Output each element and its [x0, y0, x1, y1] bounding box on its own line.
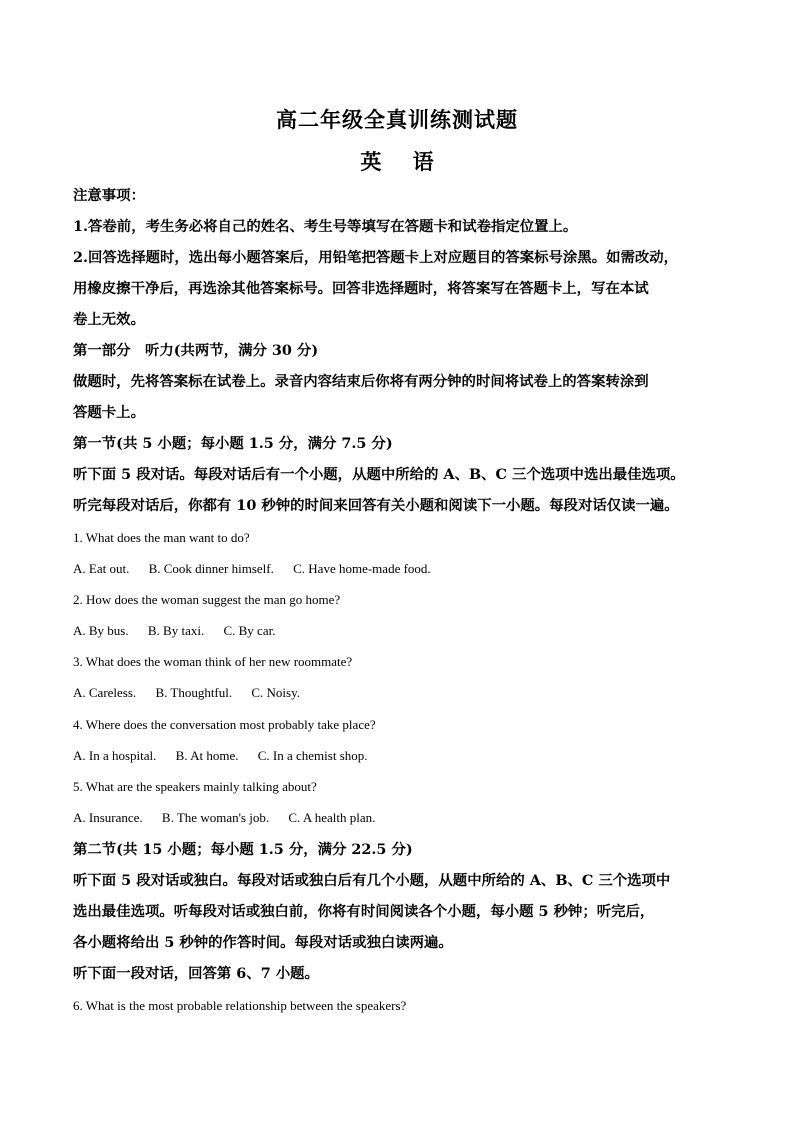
section2-intro-line-2: 选出最佳选项。听每段对话或独白前，你将有时间阅读各个小题，每小题 5 秒钟；听完后，: [73, 903, 655, 920]
option-c: C. Have home-made food.: [293, 561, 431, 576]
question-1-options: [73, 560, 729, 578]
option-a: A. In a hospital.: [73, 748, 157, 763]
question-5-options: [73, 809, 729, 827]
question-6: 6. What is the most probable relationship between the speakers?: [73, 998, 407, 1013]
section2-intro-line-1: 听下面 5 段对话或独白。每段对话或独白后有几个小题，从题中所给的 A、B、C 三个选项中: [73, 872, 671, 889]
notice-item-1: 1.答卷前，考生务必将自己的姓名、考生号等填写在答题卡和试卷指定位置上。: [73, 218, 578, 235]
section1-intro-line-1: 听下面 5 段对话。每段对话后有一个小题，从题中所给的 A、B、C 三个选项中选出最佳选项。: [73, 466, 685, 483]
question-4: 4. Where does the conversation most probably take place?: [73, 717, 376, 732]
section2-intro-line-3: 各小题将给出 5 秒钟的作答时间。每段对话或独白读两遍。: [73, 934, 453, 951]
option-c: C. By car.: [223, 623, 276, 638]
part1-intro-line-1: 做题时，先将答案标在试卷上。录音内容结束后你将有两分钟的时间将试卷上的答案转涂到: [73, 373, 649, 390]
section2-heading: 第二节(共 15 小题；每小题 1.5 分，满分 22.5 分): [73, 841, 413, 858]
option-c: C. A health plan.: [288, 810, 376, 825]
section1-intro-line-2: 听完每段对话后，你都有 10 秒钟的时间来回答有关小题和阅读下一小题。每段对话仅读一遍。: [73, 497, 679, 514]
question-1: 1. What does the man want to do?: [73, 530, 250, 545]
part1-intro-line-2: 答题卡上。: [73, 404, 145, 421]
option-a: A. Careless.: [73, 685, 137, 700]
section2-group-intro: 听下面一段对话，回答第 6、7 小题。: [73, 965, 319, 982]
exam-title: 高二年级全真训练测试题: [276, 107, 518, 132]
question-4-options: [73, 747, 729, 765]
notice-heading: 注意事项：: [73, 187, 145, 204]
option-a: A. Insurance.: [73, 810, 143, 825]
notice-item-2-line-1: 2.回答选择题时，选出每小题答案后，用铅笔把答题卡上对应题目的答案标号涂黑。如需改动，: [73, 249, 679, 266]
option-b: B. Thoughtful.: [155, 685, 233, 700]
part1-heading: 第一部分 听力(共两节，满分 30 分): [73, 342, 319, 359]
question-2-options: [73, 622, 729, 640]
option-c: C. In a chemist shop.: [257, 748, 368, 763]
section1-heading: 第一节(共 5 小题；每小题 1.5 分，满分 7.5 分): [73, 435, 393, 452]
question-5: 5. What are the speakers mainly talking about?: [73, 779, 317, 794]
question-2: 2. How does the woman suggest the man go home?: [73, 592, 341, 607]
question-3-options: [73, 684, 729, 702]
notice-item-2-line-2: 用橡皮擦干净后，再选涂其他答案标号。回答非选择题时，将答案写在答题卡上，写在本试: [73, 280, 649, 297]
notice-item-2-line-3: 卷上无效。: [73, 311, 145, 328]
option-b: B. Cook dinner himself.: [148, 561, 274, 576]
option-b: B. The woman's job.: [161, 810, 270, 825]
option-a: A. By bus.: [73, 623, 129, 638]
option-b: B. At home.: [175, 748, 239, 763]
question-3: 3. What does the woman think of her new roommate?: [73, 654, 353, 669]
subject-title: 英 语: [360, 149, 446, 174]
option-c: C. Noisy.: [251, 685, 301, 700]
option-b: B. By taxi.: [147, 623, 205, 638]
option-a: A. Eat out.: [73, 561, 130, 576]
